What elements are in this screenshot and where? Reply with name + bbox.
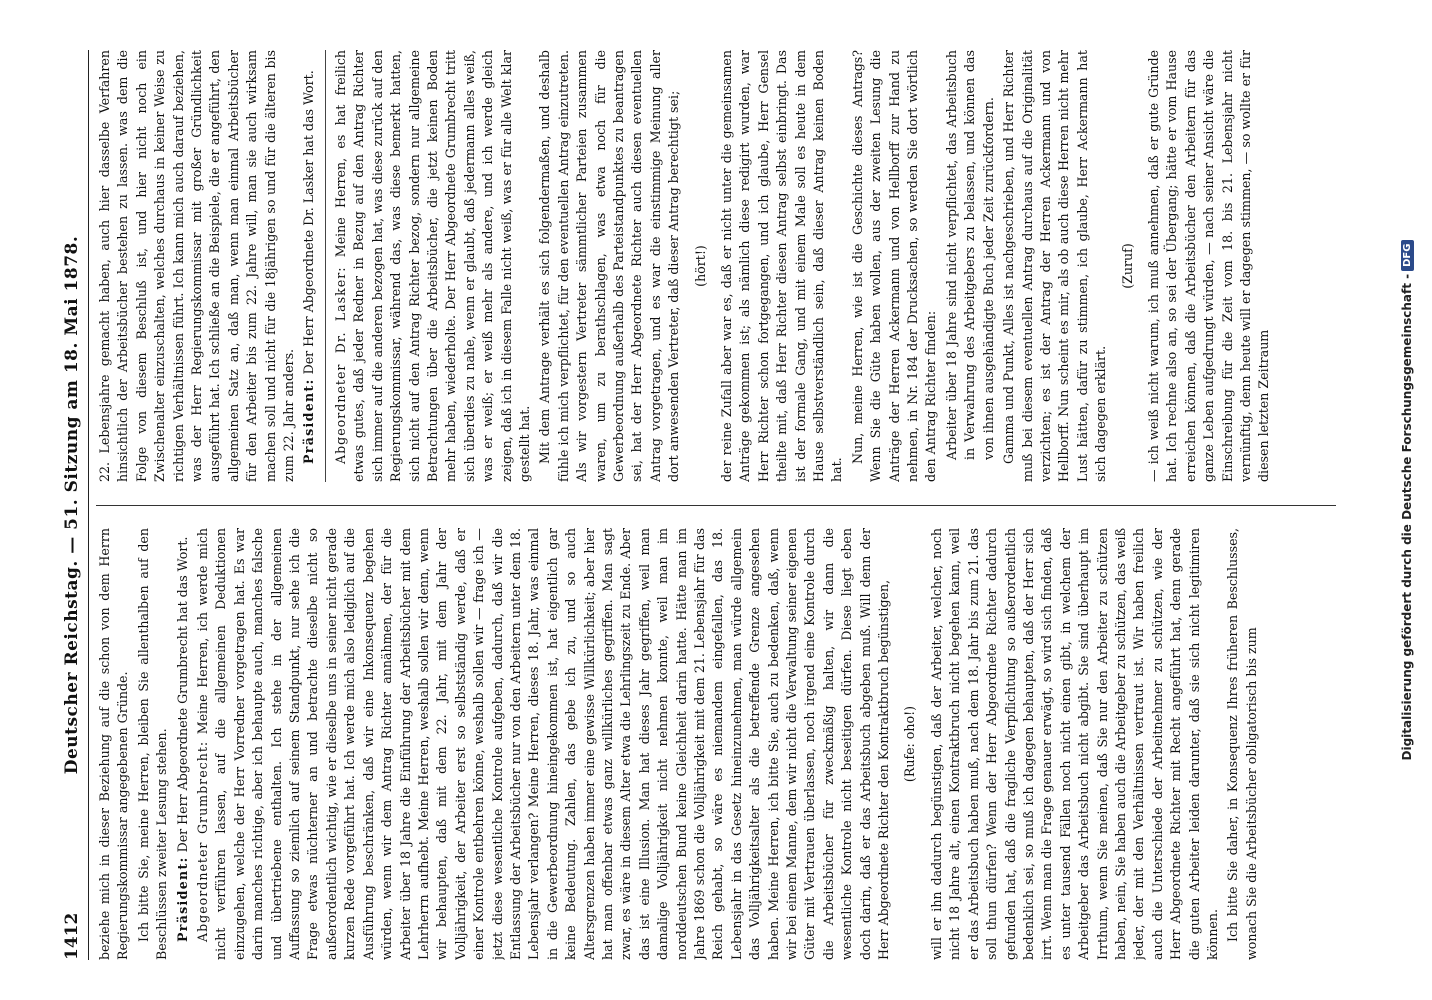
paragraph: will er ihn dadurch begünstigen, daß der Arbeiter, welcher, noch nicht 18 Jahre alt, einen Kontraktbruch nicht begehen kann, weil er das Arbeitsbuch haben muß, nach dem 18. Jahr bis zum 21. das soll thun dürfen? Wenn der Herr Abgeordnete Richter dadurch gefunden hat, daß die fragliche Verpflichtung so außerordentlich bedenklich sei, so muß ich dagegen behaupten, daß der Herr sich irrt. Wenn man die Frage genauer erwägt, so wird sich finden, daß es unter tausend Fällen noch nicht einen gibt, in welchem der Arbeitgeber das Arbeitsbuch nicht abgibt. Sie sind überhaupt im Irrthum, wenn Sie meinen, daß Sie nur den Arbeiter zu schützen haben, nein, Sie haben auch die Arbeitgeber zu schützen, das weiß jeder, der mit den Verhältnissen vertraut ist. Wir haben freilich auch die Unterschiede der Arbeitnehmer zu schützen, wie der Herr Abgeordnete Richter mit Recht angeführt hat, denn gerade die guten Arbeiter leiden darunter, daß sie sich nicht legitimiren können. (928, 528, 1220, 960)
speaker-label: Präsident: (174, 856, 190, 942)
president-remark (174, 528, 192, 960)
paragraph: — ich weiß nicht warum, ich muß annehmen, daß er gute Gründe hat. Ich rechne also an, so sei der Übergang; hätte er vom Hause erreichen können, daß die Arbeitsbücher den Arbeitern für das ganze Leben aufgedrungt würden, — nach seiner Ansicht wäre die Einschreibung für die Zeit vom 18. bis 21. Lebensjahr nicht vernünftig, denn heute will er dagegen stimmen, — so wollte er für diesen letzten Zeitraum (1145, 50, 1272, 482)
paragraph: Gamma und Punkt, Alles ist nachgeschrieben, und Herr Richter muß bei diesem eventuellen Antrag durchaus auf die Originalität verzichten; es ist der Antrag der Herren Ackermann und von Hellborff. Nun scheint es mir, als ob auch diese Herren nicht mehr Lust hätten, dafür zu stimmen, ich glaube, Herr Ackermann hat sich dagegen erklärt. (1001, 50, 1109, 482)
paragraph: Mit dem Antrage verhält es sich folgendermaßen, und deshalb fühle ich mich verpflichtet, für den eventuellen Antrag einzutreten. Als wir vorgestern Vertreter sämmtlicher Parteien zusammen waren, um zu berathschlagen, was etwa noch für die Gewerbeordnung außerhalb des Parteistandpunktes zu beantragen sei, hat der Herr Abgeordnete Richter auch diesen eventuellen Antrag vorgetragen, und es war die einstimmige Meinung aller dort anwesenden Vertreter, daß dieser Antrag berechtigt sei; (537, 50, 682, 482)
left-column (96, 528, 1336, 960)
president-remark (300, 50, 318, 482)
paragraph: beziehe mich in dieser Beziehung auf die schon von dem Herrn Regierungskommissar angegebenen Gründe. (97, 528, 131, 960)
citation: Arbeiter über 18 Jahre sind nicht verpflichtet, das Arbeitsbuch in Verwahrung des Arbeitgebers zu belassen, und können das von ihnen ausgehändigte Buch jeder Zeit zurückfordern. (943, 50, 996, 460)
paragraph: Ich bitte Sie, meine Herren, bleiben Sie allenthalben auf den Beschlüssen zweiter Lesung stehen. (135, 528, 170, 960)
interjection: (Zuruf) (1119, 243, 1135, 289)
speaker-label: Abgeordneter Dr. Lasker: (332, 266, 348, 464)
running-title: Deutscher Reichstag. — 51. Sitzung am 18. Mai 1878. (62, 235, 82, 775)
column-divider (96, 505, 1336, 506)
interjection: (hört!) (692, 245, 708, 287)
speech-text: Meine Herren, es hat freilich etwas gutes, daß jeder Redner in Bezug auf den Antrag Richter sich immer auf die anderen bezogen hat, was diese zurück auf den Regierungskommissar, während das, was diese bemerkt hatten, sich nicht auf den Antrag Richter bezog, sondern nur allgemeine Betrachtungen über die Arbeitsbücher, die jetzt keinen Boden mehr haben, wiederholte. Der Herr Abgeordnete Grumbrecht tritt sich überdies zu nahe, wenn er glaubt, daß jedermann alles weiß, was er weiß; er weiß mehr als andere, und ich werde gleich zeigen, daß ich in diesem Falle nicht weiß, was er für alle Welt klar gestellt hat. (332, 50, 532, 482)
paragraph: 22. Lebensjahre gemacht haben, auch hier dasselbe Verfahren hinsichtlich der Arbeitsbücher bestehen zu lassen. was dem die Folge von diesem Beschluß ist, und hier nicht noch ein Zwischenalter einzuschalten, welches durchaus in keiner Weise zu richtigen Verhältnissen führt. Ich kann mich auch darauf beziehen, was der Herr Regierungskommissar mit großer Gründlichkeit ausgeführt hat. Ich schließe an die Beispiele, die er angeführt, den allgemeinen Satz an, daß man, wenn man einmal Arbeitsbücher für den Arbeiter bis zum 22. Jahre will, man sie auch wirksam machen soll und nicht für die 18jährigen so und für die älteren bis zum 22. Jahr anders. (97, 50, 297, 482)
separator-rule (325, 50, 326, 482)
right-column (96, 50, 1336, 482)
remark-text: Der Herr Abgeordnete Grumbrecht hat das Wort. (174, 536, 190, 857)
digitization-text: Digitalisierung gefördert durch die Deutsche Forschungsgemeinschaft - (1400, 273, 1414, 761)
speaker-label: Präsident: (301, 378, 317, 464)
page-number: 1412 (62, 912, 82, 960)
running-header (58, 50, 89, 960)
paragraph: Nun, meine Herren, wie ist die Geschichte dieses Antrags? Wenn Sie die Güte haben wollen, aus der zweiten Lesung die Anträge der Herren Ackermann und von Hellborff zur Hand zu nehmen, in Nr. 184 der Drucksachen, so werden Sie dort wörtlich den Antrag Richter finden: (849, 50, 939, 482)
paragraph: Ich bitte Sie daher, in Konsequenz Ihres früheren Beschlusses, wonach Sie die Arbeitsbücher obligatorisch bis zum (1225, 528, 1259, 960)
speech (194, 528, 893, 960)
speaker-label: Abgeordneter Grumbrecht: (195, 740, 211, 942)
interjection: (Rufe: oho!) (902, 705, 918, 783)
remark-text: Der Herr Abgeordnete Dr. Lasker hat das Wort. (301, 70, 317, 379)
speech-text: Meine Herren, ich werde mich nicht verführen lassen, auf die allgemeinen Deduktionen einzugehen, welche der Herr Vorredner vorgetragen hat. Es war darin manches richtige, aber ich behaupte auch, manches falsche und übertriebene enthalten. Ich stehe in der allgemeinen Auffassung so ziemlich auf seinem Standpunkt, nur sehe ich die Frage etwas nüchterner an und betrachte dieselbe nicht so außerordentlich wichtig, wie er dieselbe uns in seiner nicht gerade kurzen Rede vorgeführt hat. Ich werde mich also lediglich auf die Ausführung beschränken, daß wir eine Inkonsequenz begehen würden, wenn wir dem Antrag Richter annähmen, der für die Arbeiter über 18 Jahre die Einführung der Arbeitsbücher mit dem Lehrherrn aufhebt. Meine Herren, weshalb sollen wir denn, wenn wir behaupten, daß mit dem 22. Jahr, mit dem Jahr der Volljährigkeit, der Arbeiter erst so selbstständig werde, daß er einer Kontrole entbehren könne, weshalb sollen wir — frage ich — jetzt diese wesentliche Kontrole aufgeben, dadurch, daß wir die Entlassung der Arbeitsbücher nur von den Arbeitern unter dem 18. Lebensjahr verlangen? Meine Herren, dieses 18. Jahr, was einmal in die Gewerbeordnung hineingekommen ist, hat eigentlich gar keine Bedeutung. Zahlen, das gebe ich zu, und so auch Altersgrenzen haben immer eine gewisse Willkürlichkeit; aber hier hat man offenbar etwas ganz willkürliches gegriffen. Man sagt zwar, es wäre in diesem Alter etwa die Lehrlingszeit zu Ende. Aber das ist eine Illusion. Man hat dieses Jahr gegriffen, weil man damalige Volljährigkeit nicht nehmen konnte, weil man im norddeutschen Bund keine Gleichheit darin hatte. Hätte man im Jahre 1869 schon die Volljährigkeit mit dem 21. Lebensjahr für das Reich gehabt, so wäre es niemandem eingefallen, das 18. Lebensjahr in das Gesetz hineinzunehmen, man würde allgemein das Volljährigkeitsalter als die betreffende Grenze angesehen haben. Meine Herren, ich bitte Sie, auch zu bedenken, daß, wenn wir bei einem Manne, dem wir nicht die Verwaltung seiner eigenen Güter mit Vertrauen überlassen, noch irgend eine Kontrole durch die Arbeitsbücher für zweckmäßig halten, wir dann die wesentliche Kontrole nicht beseitigen dürfen. Diese liegt eben doch darin, daß er das Arbeitsbuch abgeben muß. Will denn der Herr Abgeordnete Richter den Kontraktbruch begünstigen, (195, 528, 892, 960)
digitization-note (1400, 0, 1414, 1000)
paragraph: der reine Zufall aber war es, daß er nicht unter die gemeinsamen Anträge gekommen ist; als nämlich diese redigirt wurden, war Herr Richter schon fortgegangen, und ich glaube, Herr Gensel theilte mit, daß Herr Richter diesen Antrag selbst einbringt. Das ist der formale Gang, und mit einem Male soll es heute in dem Hause selbstverständlich sein, daß dieser Antrag keinen Boden hat. (719, 50, 845, 482)
speech (332, 50, 534, 482)
dfg-logo: DFG (1401, 240, 1414, 271)
